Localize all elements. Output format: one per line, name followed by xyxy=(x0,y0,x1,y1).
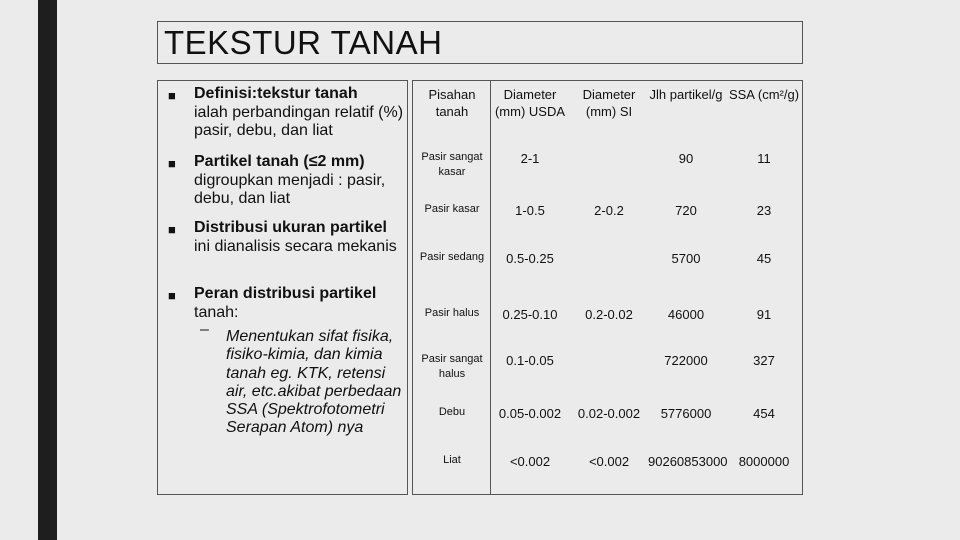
left-accent-bar xyxy=(38,0,57,540)
bullet-text xyxy=(194,285,406,322)
table-cell: 0.02-0.002 xyxy=(577,406,641,421)
bullet-bold: Distribusi ukuran partikel xyxy=(194,219,387,236)
bullet-rest: ini dianalisis secara mekanis xyxy=(194,237,397,255)
table-cell: 720 xyxy=(675,203,697,218)
table-cell: 0.25-0.10 xyxy=(502,307,558,322)
table-cell: 327 xyxy=(753,353,775,368)
table-row-label: Pasir sedang xyxy=(419,251,485,263)
sub-bullet-text: Menentukan sifat fisika, fisiko-kimia, dan kimia tanah eg. KTK, retensi air, etc.akibat perbedaan SSA (Spektrofotometri Serapan Atom) nya xyxy=(226,328,402,437)
table-row-label: Pasir sangat halus xyxy=(421,353,483,380)
bullet-marker: ■ xyxy=(168,88,176,103)
table-cell: 5776000 xyxy=(660,406,712,421)
table-column-divider xyxy=(490,80,491,495)
table-cell: 0.1-0.05 xyxy=(506,353,554,368)
bullet-bold: Partikel tanah (≤2 mm) xyxy=(194,153,365,170)
table-row-label: Debu xyxy=(438,406,466,418)
soil-texture-table xyxy=(412,80,803,495)
sub-bullet-dash: – xyxy=(200,321,209,338)
table-cell: 90260853000 xyxy=(648,454,728,469)
title-box xyxy=(157,21,803,64)
table-cell: 11 xyxy=(757,151,771,166)
table-cell: 91 xyxy=(756,307,772,322)
bullet-marker: ■ xyxy=(168,222,176,237)
bullet-marker: ■ xyxy=(168,288,176,303)
bullet-bold: Peran distribusi partikel xyxy=(194,285,377,302)
bullet-marker: ■ xyxy=(168,156,176,171)
table-row-label: Pasir kasar xyxy=(424,203,480,215)
table-cell: 2-0.2 xyxy=(594,203,624,218)
table-row-label: Liat xyxy=(443,454,461,466)
table-header-cell: SSA (cm²/g) xyxy=(728,87,800,102)
table-cell: 0.2-0.02 xyxy=(585,307,633,322)
table-cell: 454 xyxy=(753,406,775,421)
table-cell: 722000 xyxy=(664,353,708,368)
table-cell: 8000000 xyxy=(738,454,790,469)
table-cell: <0.002 xyxy=(509,454,551,469)
table-cell: 1-0.5 xyxy=(515,203,545,218)
table-cell: 23 xyxy=(756,203,772,218)
bullet-text xyxy=(194,219,406,256)
table-header-cell: Jlh partikel/g xyxy=(649,87,723,102)
table-header-cell: Diameter (mm) USDA xyxy=(494,87,566,119)
table-cell: 90 xyxy=(678,151,694,166)
table-cell: <0.002 xyxy=(588,454,630,469)
bullet-text xyxy=(194,153,406,209)
bullet-text xyxy=(194,85,406,141)
table-header-cell: Diameter (mm) SI xyxy=(582,87,636,119)
table-cell: 45 xyxy=(756,251,772,266)
bullet-rest: digroupkan menjadi : pasir, debu, dan liat xyxy=(194,171,386,207)
slide-title: TEKSTUR TANAH xyxy=(164,24,443,61)
table-row-label: Pasir sangat kasar xyxy=(421,151,483,178)
table-row-label: Pasir halus xyxy=(424,307,480,319)
table-header-cell: Pisahan tanah xyxy=(428,87,476,119)
table-cell: 5700 xyxy=(671,251,701,266)
bullet-bold: Definisi:tekstur tanah xyxy=(194,85,358,102)
table-cell: 0.5-0.25 xyxy=(506,251,554,266)
table-cell: 46000 xyxy=(667,307,705,322)
bullet-rest: tanah: xyxy=(194,303,239,321)
table-cell: 0.05-0.002 xyxy=(498,406,562,421)
table-cell: 2-1 xyxy=(520,151,540,166)
bullet-rest: ialah perbandingan relatif (%) pasir, debu, dan liat xyxy=(194,103,404,139)
